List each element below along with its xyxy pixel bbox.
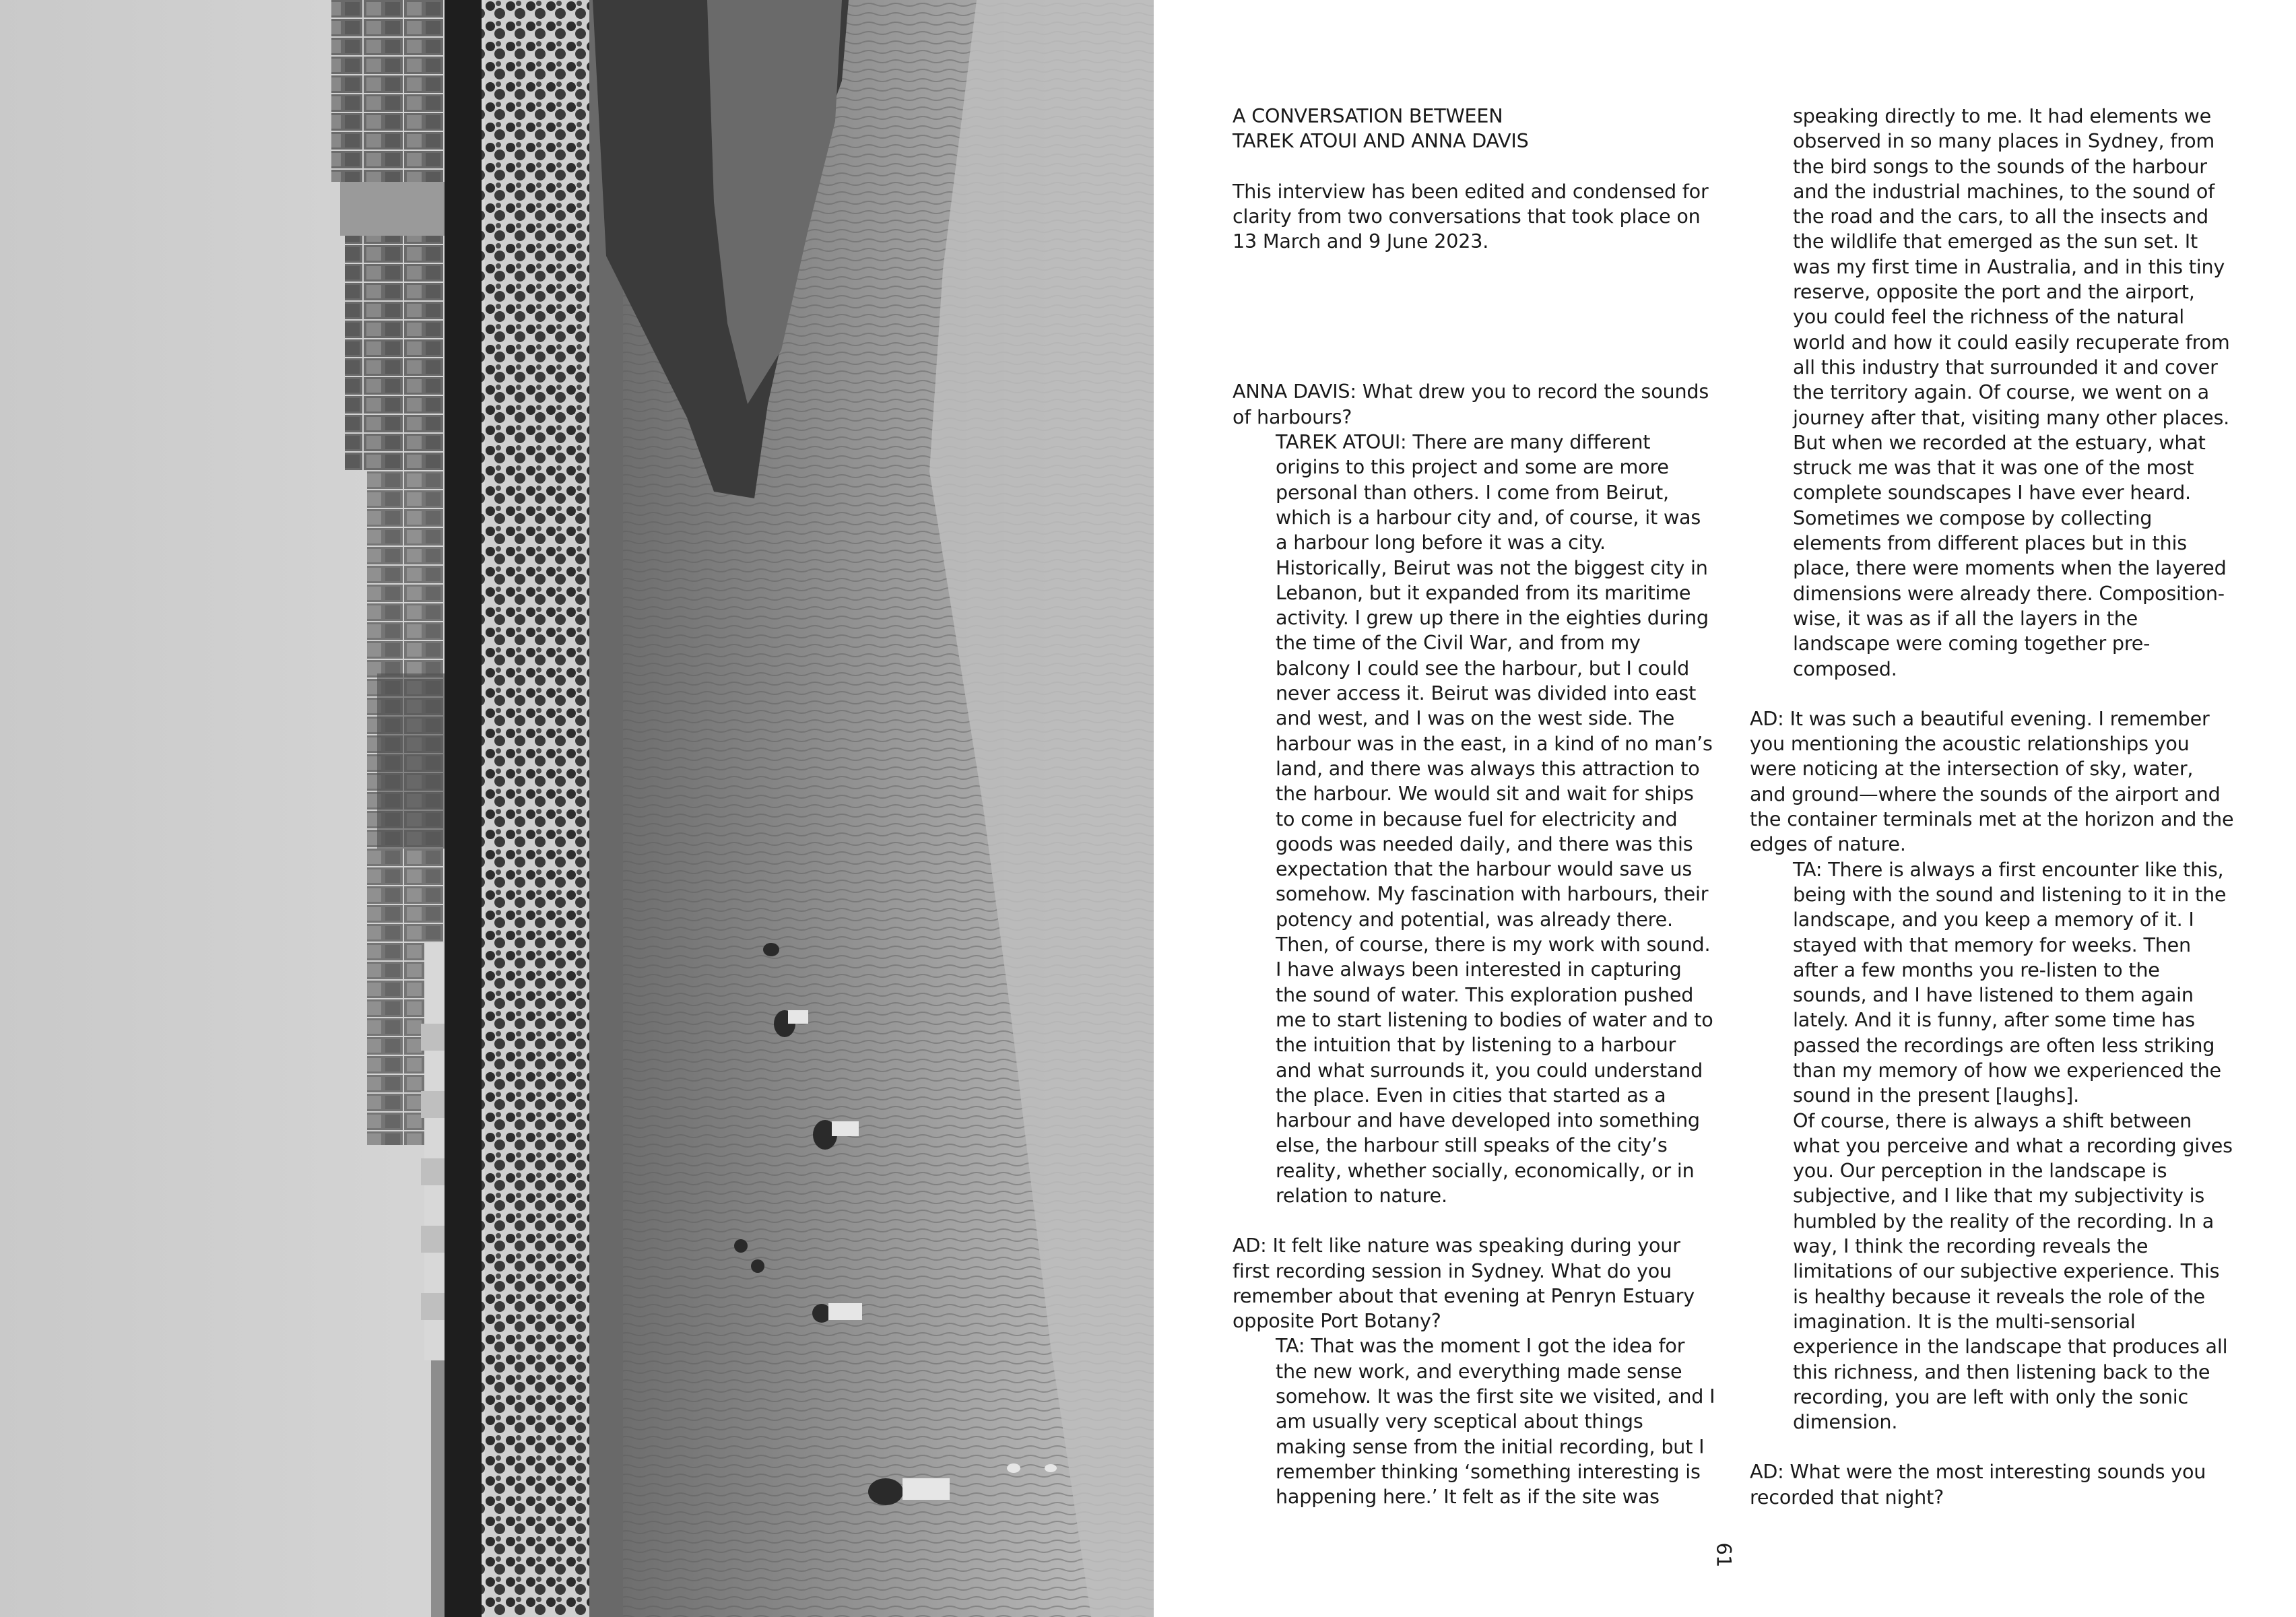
answer-2-part-2: speaking directly to me. It had elements we observed in so many places in Sydney, from the bird songs to the sounds of the harbour and the industrial machines, to the sound of the road and the cars, to all the insects and the wildlife that emerged as the sun set. It was my first time in Australia, and in this tiny reserve, opposite the port and the airport, you could feel the richness of the natural world and how it could easily recuperate from all this industry that surrounded it and cover the territory again. Of course, we went on a journey after that, visiting many other places. But when we recorded at the estuary, what struck me was that it was one of the most complete soundscapes I have ever heard. Sometimes we compose by collecting elements from different places but in this place, there were moments when the layered dimensions were already there. Composition-wise, it was as if all the layers in the landscape were coming together pre-composed.: [1793, 104, 2230, 680]
question-4: AD: What were the most interesting sounds you recorded that night?: [1750, 1460, 2206, 1509]
title-line-2: TAREK ATOUI AND ANNA DAVIS: [1233, 129, 1529, 153]
answer-3-part-1: TA: There is always a first encounter like this, being with the sound and listening to it in the landscape, and you keep a memory of it. I stayed with that memory for weeks. Then after a few months you re-listen to the sounds, and I have listened to them again lately. And it is funny, after some time has passed the recordings are often less striking than my memory of how we experienced the sound in the present [laughs].: [1793, 857, 2227, 1107]
right-column: [1750, 104, 2235, 1510]
intro-paragraph: This interview has been edited and condensed for clarity from two conversations that took place on 13 March and 9 June 2023.: [1233, 179, 1709, 253]
question-2: AD: It felt like nature was speaking during your first recording session in Sydney. What do you remember about that evening at Penryn Estuary opposite Port Botany?: [1233, 1234, 1695, 1333]
text-page: [1154, 0, 2296, 1617]
question-1: ANNA DAVIS: What drew you to record the sounds of harbours?: [1233, 380, 1709, 428]
spacer: [1233, 254, 1717, 379]
answer-1: TAREK ATOUI: There are many different origins to this project and some are more personal than others. I come from Beirut, which is a harbour city and, of course, it was a harbour long before it was a city. Historically, Beirut was not the biggest city in Lebanon, but it expanded from its maritime activity. I grew up there in the eighties during the time of the Civil War, and from my balcony I could see the harbour, but I could never access it. Beirut was divided into east and west, and I was on the west side. The harbour was in the east, in a kind of no man’s land, and there was always this attraction to the harbour. We would sit and wait for ships to come in because fuel for electricity and goods was needed daily, and there was this expectation that the harbour would save us somehow. My fascination with harbours, their potency and potential, was already there. Then, of course, there is my work with sound. I have always been interested in capturing the sound of water. This exploration pushed me to start listening to bodies of water and to the intuition that by listening to a harbour and what surrounds it, you could understand the place. Even in cities that started as a harbour and have developed into something else, the harbour still speaks of the city’s reality, whether socially, economically, or in relation to nature.: [1276, 430, 1713, 1207]
answer-2-part-1: TA: That was the moment I got the idea for the new work, and everything made sense somehow. It was the first site we visited, and I am usually very sceptical about things making sense from the initial recording, but I remember thinking ‘something interesting is happening here.’ It felt as if the site was: [1276, 1334, 1715, 1509]
title-line-1: A CONVERSATION BETWEEN: [1233, 104, 1503, 127]
answer-3-part-2: Of course, there is always a shift between what you perceive and what a recording gives you. Our perception in the landscape is subjective, and I like that my subjectivity is humbled by the reality of the recording. In a way, I think the recording reveals the limitations of our subjective experience. This is healthy because it reveals the role of the imagination. It is the multi-sensorial experience in the landscape that produces all this richness, and then listening back to the recording, you are left with only the sonic dimension.: [1793, 1109, 2233, 1434]
page-number: 61: [1712, 1542, 1736, 1568]
question-3: AD: It was such a beautiful evening. I remember you mentioning the acoustic relationships you were noticing at the intersection of sky, water, and ground—where the sounds of the airport and the container terminals met at the horizon and the edges of nature.: [1750, 706, 2234, 856]
left-column: [1233, 104, 1717, 1510]
